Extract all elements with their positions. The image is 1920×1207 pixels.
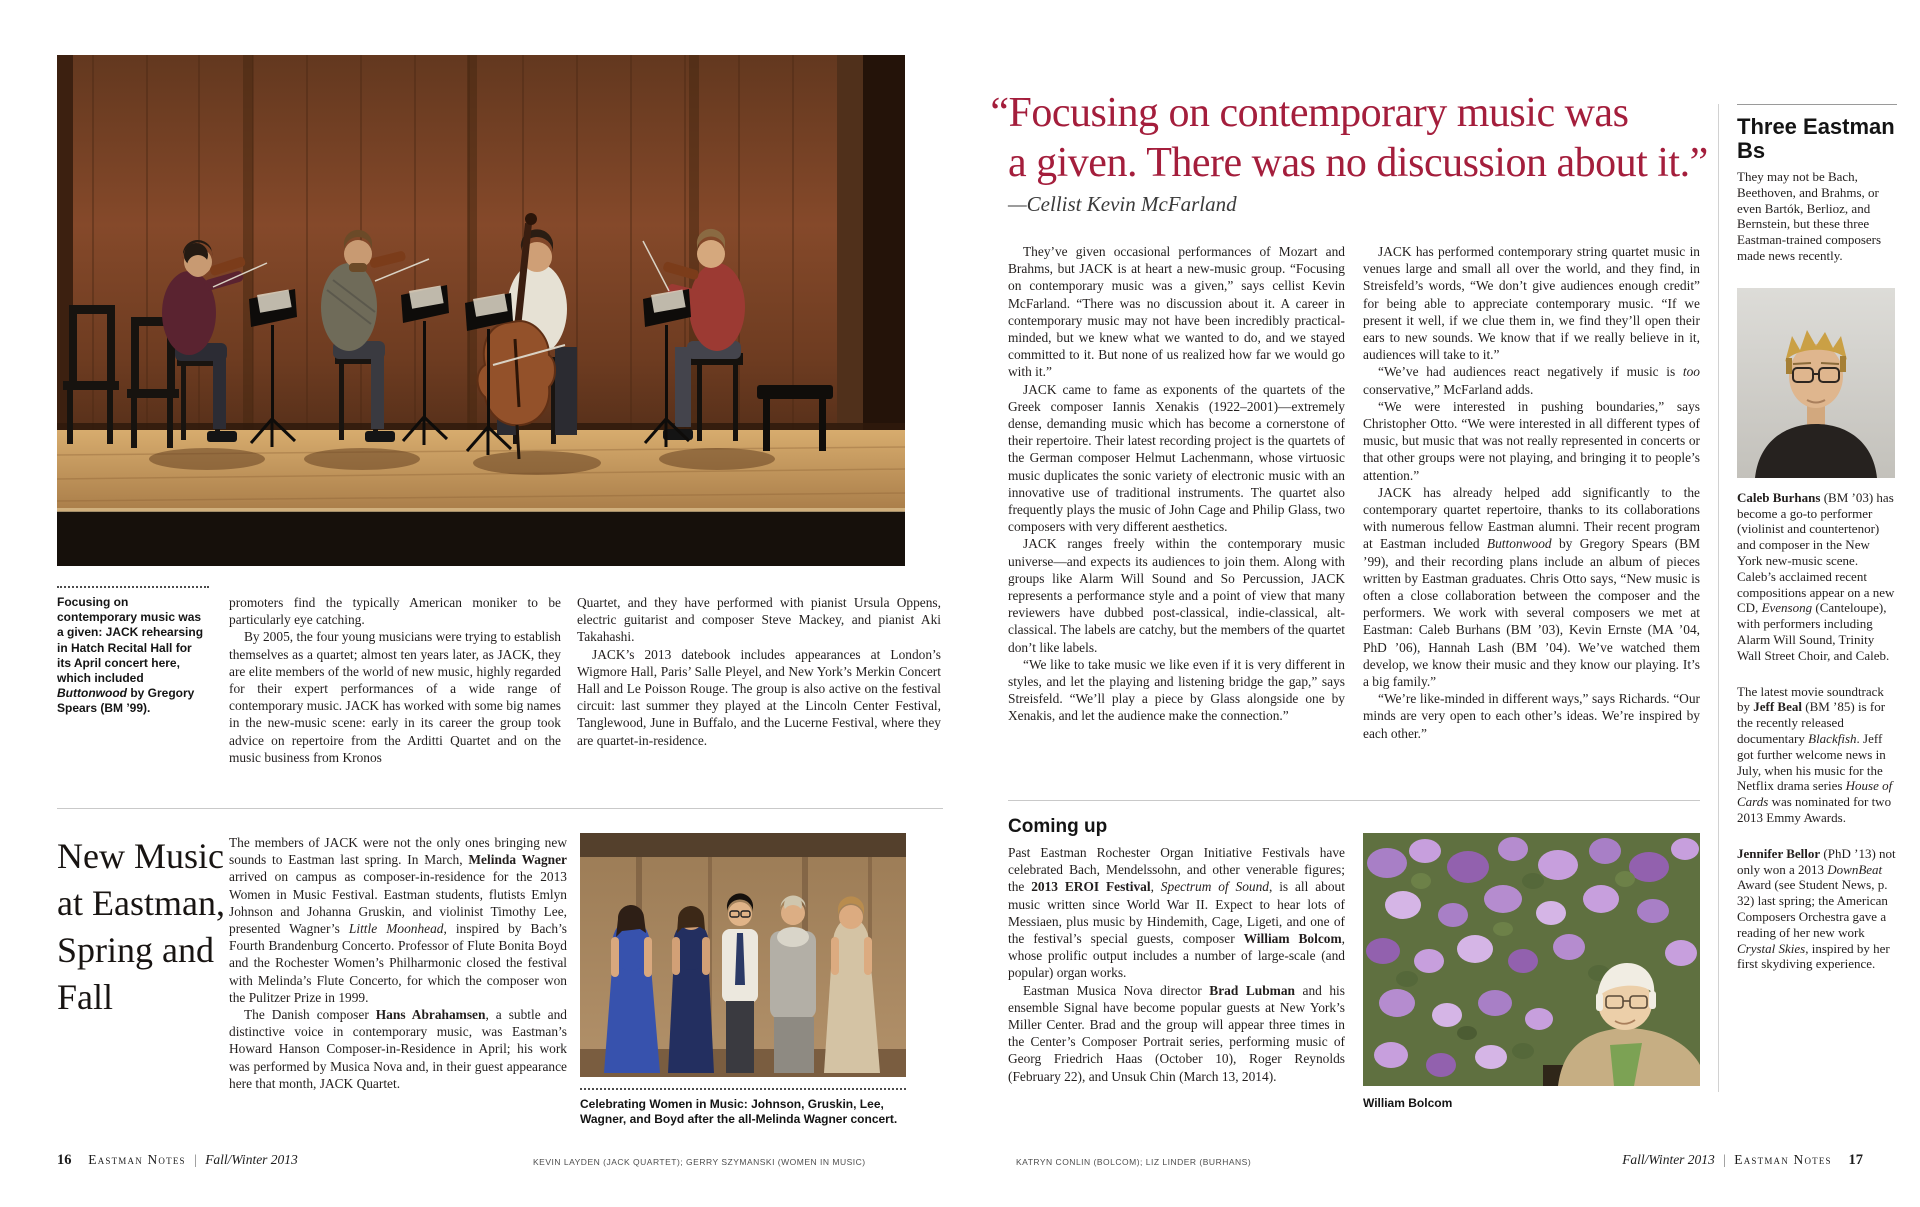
stage-curtain: [863, 55, 905, 433]
photo-credit-right: KATRYN CONLIN (BOLCOM); LIZ LINDER (BURHANS): [1016, 1157, 1252, 1167]
pull-quote-line: a given. There was no discussion about it.”: [1008, 140, 1708, 186]
body-paragraph: Past Eastman Rochester Organ Initiative Festivals have celebrated Bach, Mendelssohn, and other venerable figures; the 2013 EROI Festival, Spectrum of Sound, is all about music written since World War II. Expect to hear lots of Messiaen, plus music by Hindemith, Cage, Ligeti, and one of the festival’s special guests, composer William Bolcom, whose prolific output includes a number of large-scale (and popular) organ works.: [1008, 845, 1345, 981]
body-paragraph: Eastman Musica Nova director Brad Lubman and his ensemble Signal have become popular guests at New York’s Miller Center. Brad and the group will appear three times in the Center’s Composer Portrait series, performing music of Georg Friedrich Haas (October 10), Roger Reynolds (February 22), and Unsuk Chin (March 13, 2014).: [1008, 982, 1345, 1084]
sidebar-three-eastman-bs: [1737, 104, 1897, 988]
pull-quote-line: “Focusing on contemporary music was: [990, 90, 1629, 136]
jack-article-colB: [1363, 243, 1700, 742]
left-page-section-divider: [57, 808, 943, 809]
body-paragraph: JACK’s 2013 datebook includes appearances at London’s Wigmore Hall, Paris’ Salle Pleyel, and New York’s Merkin Concert Hall and Le Poisson Rouge. The group is also active on the festival circuit: last summer they played at the Lincoln Center Festival, Tanglewood, June in Buffalo, and the Lucerne Festival, where they are quartet-in-residence.: [577, 646, 941, 748]
main-photo-caption: Focusing on contemporary music was a given: JACK rehearsing in Hatch Recital Hall for its April concert here, which included Buttonwood by Gregory Spears (BM ’99).: [57, 586, 209, 717]
issue-date: Fall/Winter 2013: [1622, 1152, 1715, 1167]
william-bolcom-photo: [1363, 833, 1700, 1086]
body-paragraph: Quartet, and they have performed with pianist Ursula Oppens, electric guitarist and composer Steve Mackey, and pianist Aki Takahashi.: [577, 595, 941, 645]
body-paragraph: promoters find the typically American moniker to be particularly eye catching.: [229, 595, 561, 628]
body-paragraph: JACK ranges freely within the contemporary music universe—and expects its audiences to join them. Along with groups like Alarm Will Sound and So Percussion, JACK represents a performance style and a point of view that many reviewers have dubbed post-classical, indie-classical, alt-classical. The labels are catchy, but the members of the quartet don’t like labels.: [1008, 536, 1345, 655]
coming-up-heading: Coming up: [1008, 816, 1108, 837]
body-paragraph: “We’re like-minded in different ways,” says Richards. “Our minds are very open to each other’s ideas. We’re inspired by each other.”: [1363, 691, 1700, 741]
sidebar-intro: They may not be Bach, Beethoven, and Brahms, or even Bartók, Berlioz, and Bernstein, but these three Eastman-trained composers made news recently.: [1737, 169, 1882, 263]
jack-article-colA: [1008, 243, 1345, 725]
body-paragraph: “We like to take music we like even if it is very different in styles, and let the playing and listening bridge the gap,” says Streisfeld. “We’ll play a piece by Glass alongside one by Xenakis, and let the audience make the connection.”: [1008, 656, 1345, 724]
page-number-right: 17: [1848, 1152, 1863, 1168]
body-paragraph: The Danish composer Hans Abrahamsen, a subtle and distinctive voice in contemporary music, was Eastman’s Howard Hanson Composer-in-Residence in April; his work was performed by Musica Nova and, in their guest appearance here that month, JACK Quartet.: [229, 1007, 567, 1091]
body-paragraph: The members of JACK were not the only ones bringing new sounds to Eastman last spring. In March, Melinda Wagner arrived on campus as composer-in-residence for the 2013 Women in Music Festival. Eastman students, flutists Emlyn Johnson and Johanna Gruskin, and violinist Timothy Lee, presented Wagner’s Little Moonhead, inspired by Bach’s Fourth Brandenburg Concerto. Professor of Flute Bonita Boyd and the Rochester Women’s Philharmonic closed the festival with Melinda’s Flute Concerto, for which the composer won the Pulitzer Prize in 1999.: [229, 835, 567, 1005]
publication-name: Eastman Notes: [1734, 1152, 1832, 1167]
caleb-burhans-photo: [1737, 288, 1895, 478]
page-number-left: 16: [57, 1152, 72, 1168]
william-bolcom-caption: William Bolcom: [1363, 1096, 1453, 1110]
william-bolcom-illustration: [1363, 833, 1700, 1086]
body-paragraph: JACK has already helped add significantly to the contemporary quartet repertoire, thanks to its collaborations with numerous fellow Eastman alumni. Their recent program at Eastman included Buttonwood by Gregory Spears (BM ’99), and their recording plans include an album of pieces written by Eastman graduates. Chris Otto says, “New music is often a close collaboration between the composer and the performers. We work with several composers we met at Eastman: Caleb Burhans (BM ’03), Kevin Ernste (MA ’04, PhD ’06), Hannah Lash (BM ’04). We’ve watched them develop, we know their music and they know our playing. It’s a big family.”: [1363, 484, 1700, 690]
caleb-burhans-illustration: [1737, 288, 1895, 478]
new-music-heading: New Music at Eastman, Spring and Fall: [57, 836, 225, 1017]
pull-quote-attribution: —Cellist Kevin McFarland: [1008, 192, 1237, 216]
photo-credit-left: KEVIN LAYDEN (JACK QUARTET); GERRY SZYMANSKI (WOMEN IN MUSIC): [533, 1157, 866, 1167]
sidebar-title: Three Eastman Bs: [1737, 114, 1895, 163]
women-in-music-photo: [580, 833, 906, 1077]
jack-article-col1: [229, 594, 561, 766]
issue-date: Fall/Winter 2013: [205, 1152, 298, 1167]
sidebar-divider: [1718, 104, 1719, 1092]
sidebar-paragraph: The latest movie soundtrack by Jeff Beal (BM ’85) is for the recently released documentary Blackfish. Jeff got further welcome news in July, when his music for the Netflix drama series House of Cards was nominated for two 2013 Emmy Awards.: [1737, 683, 1893, 825]
body-paragraph: They’ve given occasional performances of Mozart and Brahms, but JACK is at heart a new-music group. “Focusing on contemporary music was a given,” says cellist Kevin McFarland. “There was no discussion about it. A career in contemporary music may not have been incredibly practical-minded, but we knew what we wanted to do, and we stayed committed to it. But none of us realized how far we would go with it.”: [1008, 244, 1345, 380]
body-paragraph: By 2005, the four young musicians were trying to establish themselves as a quartet; almost ten years later, as JACK, they are elite members of the world of new music, highly regarded for their expert performances of a wide range of contemporary music. JACK has worked with some big names in the new-music scene: early in its career the group took advice on repertoire from the Arditti Quartet and on the music business from Kronos: [229, 629, 561, 765]
folio-right: Fall/Winter 2013 | Eastman Notes 17: [1622, 1152, 1863, 1168]
body-paragraph: “We’ve had audiences react negatively if music is too conservative,” McFarland adds.: [1363, 364, 1700, 397]
jack-quartet-illustration: [57, 55, 905, 566]
sidebar-paragraph: Caleb Burhans (BM ’03) has become a go-to performer (violinist and countertenor) and composer in the New York new-music scene. Caleb’s acclaimed recent compositions appear on a new CD, Evensong (Canteloupe), with performers including Alarm Will Sound, Trinity Wall Street Choir, and Caleb.: [1737, 489, 1895, 663]
body-paragraph: JACK came to fame as exponents of the quartets of the Greek composer Iannis Xenakis (1922–2001)—extremely dense, demanding music which has become a cornerstone of their repertoire. Their latest recording project is the quartets of the German composer Helmut Lachenmann, whose virtuosic music duplicates the sonic variety of electronic music with an innovative use of traditional instruments. The quartet also frequently plays the music of John Cage and Philip Glass, two composers with very different aesthetics.: [1008, 381, 1345, 535]
stage-front-edge: [57, 511, 905, 566]
body-paragraph: JACK has performed contemporary string quartet music in venues large and small all over the world, and they find, in Streisfeld’s words, “We don’t give audiences enough credit” for being able to appreciate contemporary music. “If we present it well, if we clue them in, we find they’ll open their ears to new sounds. We know that if we really believe in it, audiences will take to it.”: [1363, 244, 1700, 363]
new-music-text: [229, 834, 567, 1092]
pull-quote: [990, 88, 1708, 188]
sidebar-paragraph: Jennifer Bellor (PhD ’13) not only won a 2013 DownBeat Award (see Student News, p. 32) last spring; the American Composers Orchestra gave a reading of her new work Crystal Skies, inspired by her first skydiving experience.: [1737, 845, 1896, 972]
right-page-section-divider: [1008, 800, 1700, 801]
jack-article-col2: [577, 594, 941, 749]
coming-up-text: [1008, 844, 1345, 1085]
publication-name: Eastman Notes: [88, 1152, 186, 1167]
women-in-music-illustration: [580, 833, 906, 1077]
jack-quartet-photo: [57, 55, 905, 566]
folio-left: 16 Eastman Notes | Fall/Winter 2013: [57, 1152, 298, 1168]
stage-floor: [57, 430, 905, 514]
body-paragraph: “We were interested in pushing boundaries,” says Christopher Otto. “We were interested in all different types of music, but music that was not really represented in concerts or that other groups were not playing, and bringing it to people’s attention.”: [1363, 398, 1700, 483]
women-in-music-caption: Celebrating Women in Music: Johnson, Gruskin, Lee, Wagner, and Boyd after the all-Melinda Wagner concert.: [580, 1088, 906, 1127]
